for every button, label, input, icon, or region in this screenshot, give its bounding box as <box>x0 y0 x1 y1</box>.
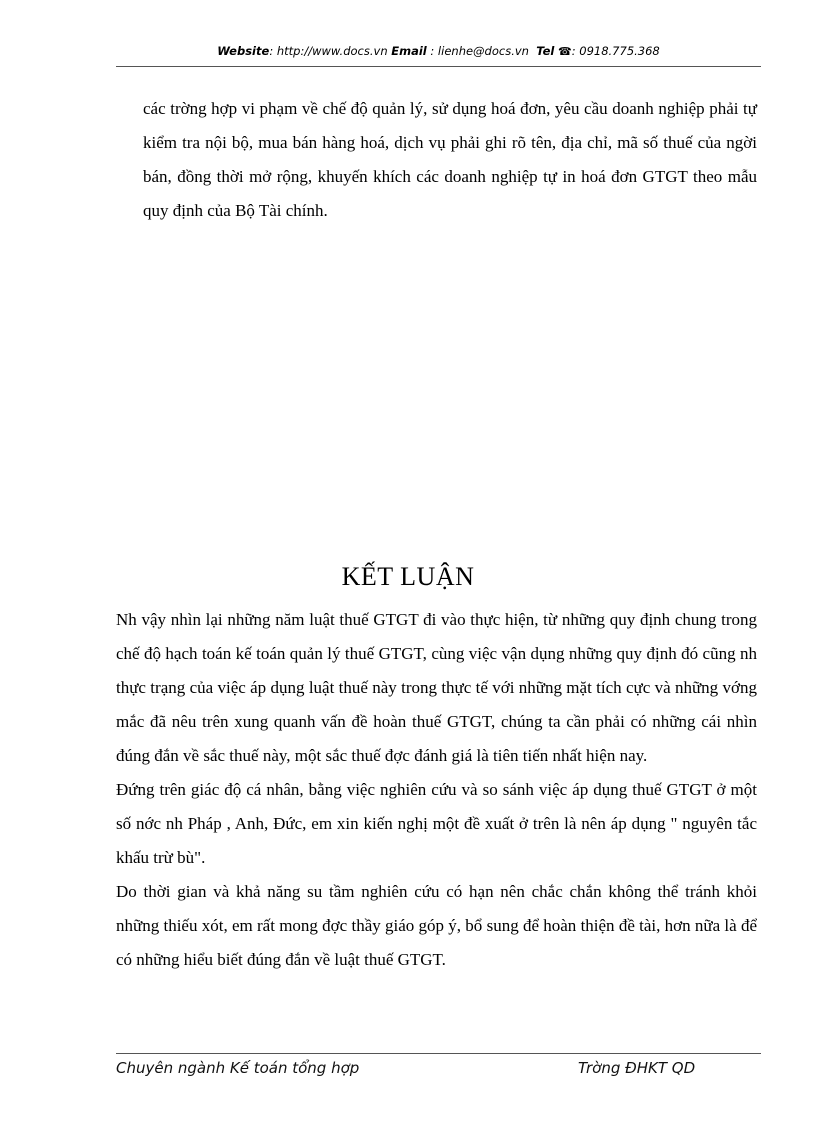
phone-icon: ☎ <box>558 45 572 58</box>
paragraph: Do thời gian và khả năng su tầm nghiên cứu có hạn nên chắc chắn không thể tránh khỏi những thiếu xót, em rất mong đợc thầy giáo góp ý, bổ sung để hoàn thiện đề tài, hơn nữa là để có những hiểu biết đúng đắn về luật thuế GTGT. <box>116 882 757 969</box>
paragraph: Nh vậy nhìn lại những năm luật thuế GTGT đi vào thực hiện, từ những quy định chung trong chế độ hạch toán kế toán quản lý thuế GTGT, cùng việc vận dụng những quy định đó cũng nh thực trạng của việc áp dụng luật thuế này trong thực tế với những mặt tích cực và những vớng mắc đã nêu trên xung quanh vấn đề hoàn thuế GTGT, chúng ta cần phải có những cái nhìn đúng đắn về sắc thuế này, một sắc thuế đợc đánh giá là tiên tiến nhất hiện nay. <box>116 610 757 765</box>
page-footer <box>116 1053 761 1084</box>
footer-school: Trờng ĐHKT QD <box>578 1059 696 1077</box>
website-value: : http://www.docs.vn <box>269 44 388 58</box>
footer-major: Chuyên ngành Kế toán tổng hợp <box>116 1059 360 1077</box>
paragraph: Đứng trên giác độ cá nhân, bằng việc nghiên cứu và so sánh việc áp dụng thuế GTGT ở một số nớc nh Pháp , Anh, Đức, em xin kiến nghị một đề xuất ở trên là nên áp dụng " nguyên tắc khấu trừ bù". <box>116 780 757 867</box>
tel-label: Tel <box>536 44 555 58</box>
page-header <box>116 44 761 67</box>
email-value: : lienhe@docs.vn <box>426 44 529 58</box>
conclusion-body <box>116 603 757 977</box>
tel-value: : 0918.775.368 <box>571 44 660 58</box>
top-paragraph: các trờng hợp vi phạm về chế độ quản lý, sử dụng hoá đơn, yêu cầu doanh nghiệp phải tự kiểm tra nội bộ, mua bán hàng hoá, dịch vụ phải ghi rõ tên, địa chỉ, mã số thuế của ngời bán, đồng thời mở rộng, khuyến khích các doanh nghiệp tự in hoá đơn GTGT theo mẫu quy định của Bộ Tài chính. <box>143 99 757 220</box>
website-label: Website <box>217 44 270 58</box>
section-title: KẾT LUẬN <box>341 562 475 591</box>
email-label: Email <box>391 44 427 58</box>
